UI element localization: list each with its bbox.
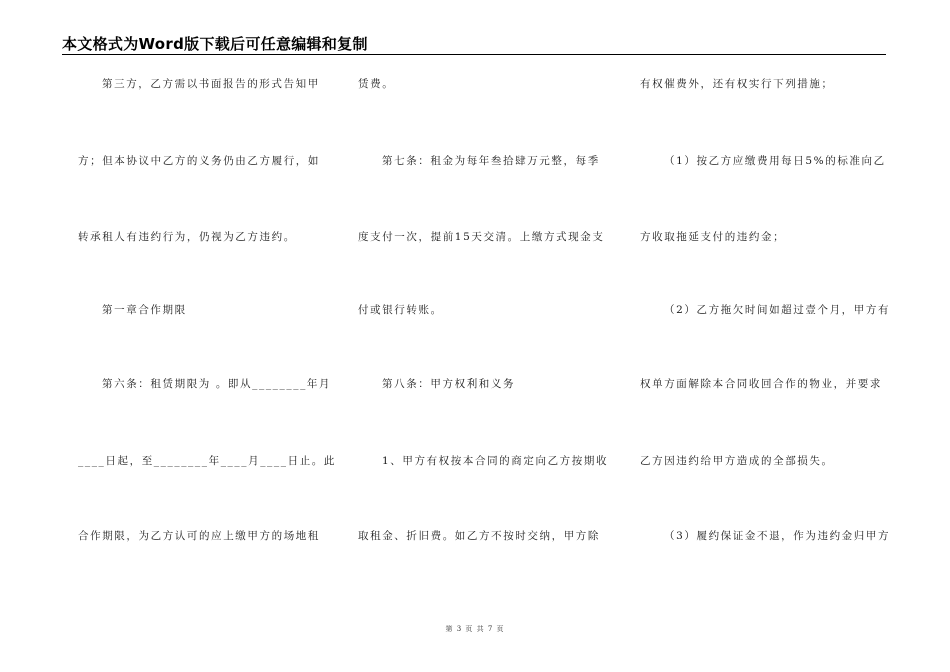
text-line: 有权催费外，还有权实行下列措施； [640, 78, 834, 90]
text-line: 第六条：租赁期限为 。即从________年月 [102, 378, 332, 390]
text-line: （1）按乙方应缴费用每日5%的标准向乙 [664, 155, 886, 167]
text-line: 乙方因违约给甲方造成的全部损失。 [640, 455, 834, 467]
text-line: （2）乙方拖欠时间如超过壹个月，甲方有 [664, 304, 891, 316]
text-line: 付或银行转账。 [358, 304, 443, 316]
document-header-title: 本文格式为Word版下载后可任意编辑和复制 [62, 35, 368, 53]
text-line: 第七条：租金为每年叁拾肆万元整，每季 [382, 155, 600, 167]
section-heading: 第一章合作期限 [102, 304, 187, 316]
text-line: 赁费。 [358, 78, 395, 90]
text-line: 权单方面解除本合同收回合作的物业，并要求 [640, 378, 882, 390]
text-line: 1、甲方有权按本合同的商定向乙方按期收 [382, 455, 609, 467]
text-line: （3）履约保证金不退，作为违约金归甲方 [664, 530, 891, 542]
text-line: 合作期限，为乙方认可的应上缴甲方的场地租 [78, 530, 320, 542]
text-line: 取租金、折旧费。如乙方不按时交纳，甲方除 [358, 530, 600, 542]
text-line: 第八条：甲方权利和义务 [382, 378, 516, 390]
text-line: ____日起，至________年____月____日止。此 [78, 455, 336, 467]
header-divider [62, 54, 886, 55]
text-line: 方；但本协议中乙方的义务仍由乙方履行，如 [78, 155, 320, 167]
page-number: 第 3 页 共 7 页 [445, 625, 505, 633]
text-line: 度支付一次，提前15天交清。上缴方式现金支 [358, 231, 605, 243]
text-line: 第三方，乙方需以书面报告的形式告知甲 [102, 78, 320, 90]
text-line: 转承租人有违约行为，仍视为乙方违约。 [78, 231, 296, 243]
text-line: 方收取拖延支付的违约金； [640, 231, 786, 243]
